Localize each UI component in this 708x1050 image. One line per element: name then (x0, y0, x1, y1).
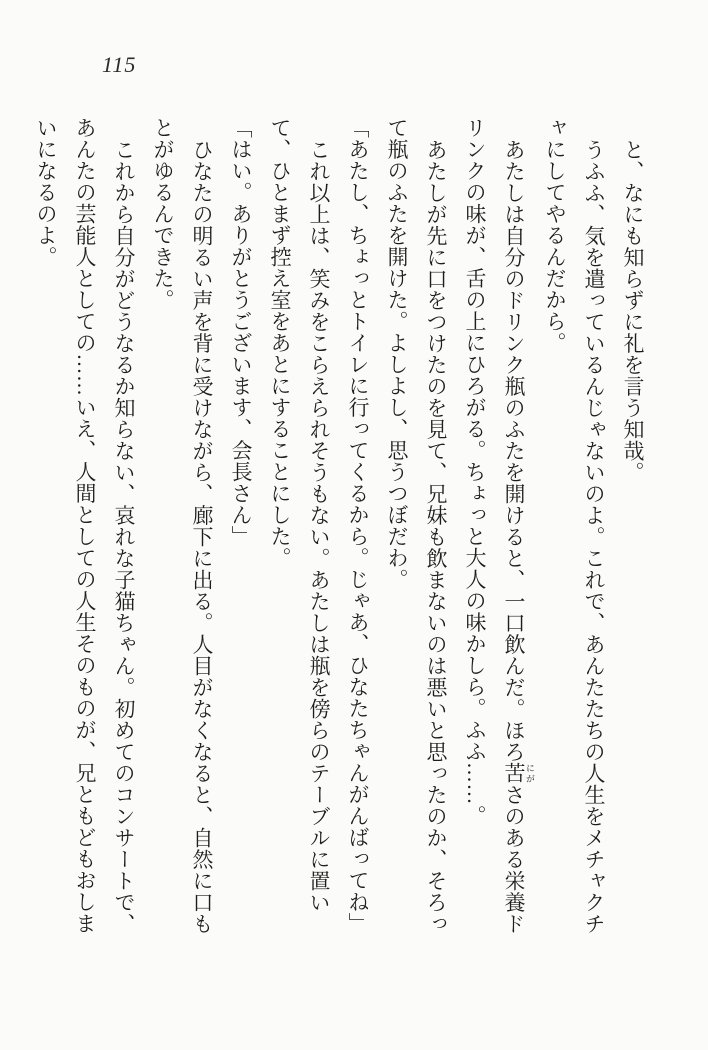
page-number: 115 (102, 52, 137, 77)
paragraph: 「はい。ありがとうございます、会長さん」 (229, 117, 253, 547)
paragraph: これから自分がどうなるか知らない、哀れな子猫ちゃん。初めてのコンサートで、あんたの芸能人としての……いえ、人間としての人生そのものが、兄ともどもおしまいになるのよ。 (34, 117, 136, 934)
paragraph: ひなたの明るい声を背に受けながら、廊下に出る。人目がなくなると、自然に口もとがゆるんできた。 (151, 117, 214, 934)
paragraph: あたしが先に口をつけたのを見て、兄妹も飲まないのは悪いと思ったのか、そろって瓶のふたを開けた。よしよし、思うつぼだわ。 (385, 117, 448, 934)
paragraph: 「あたし、ちょっとトイレに行ってくるから。じゃあ、ひなたちゃんがんばってね」 (346, 117, 370, 934)
paragraph: うふふ、気を遣っているんじゃないのよ。これで、あんたたちの人生をメチャクチャにしてやるんだから。 (543, 117, 606, 934)
paragraph: これ以上は、笑みをこらえられそうもない。あたしは瓶を傍らのテーブルに置いて、ひとまず控え室をあとにすることにした。 (268, 117, 331, 913)
paragraph: あたしは自分のドリンク瓶のふたを開けると、一口飲んだ。ほろ苦 にがさのある栄養ドリンクの味が、舌の上にひろがる。ちょっと大人の味かしら。ふふ……。 (463, 117, 535, 934)
body-text (26, 117, 652, 939)
paragraph: と、なにも知らずに礼を言う知哉。 (621, 138, 645, 483)
furigana-ruby: 苦 にが (502, 762, 535, 784)
